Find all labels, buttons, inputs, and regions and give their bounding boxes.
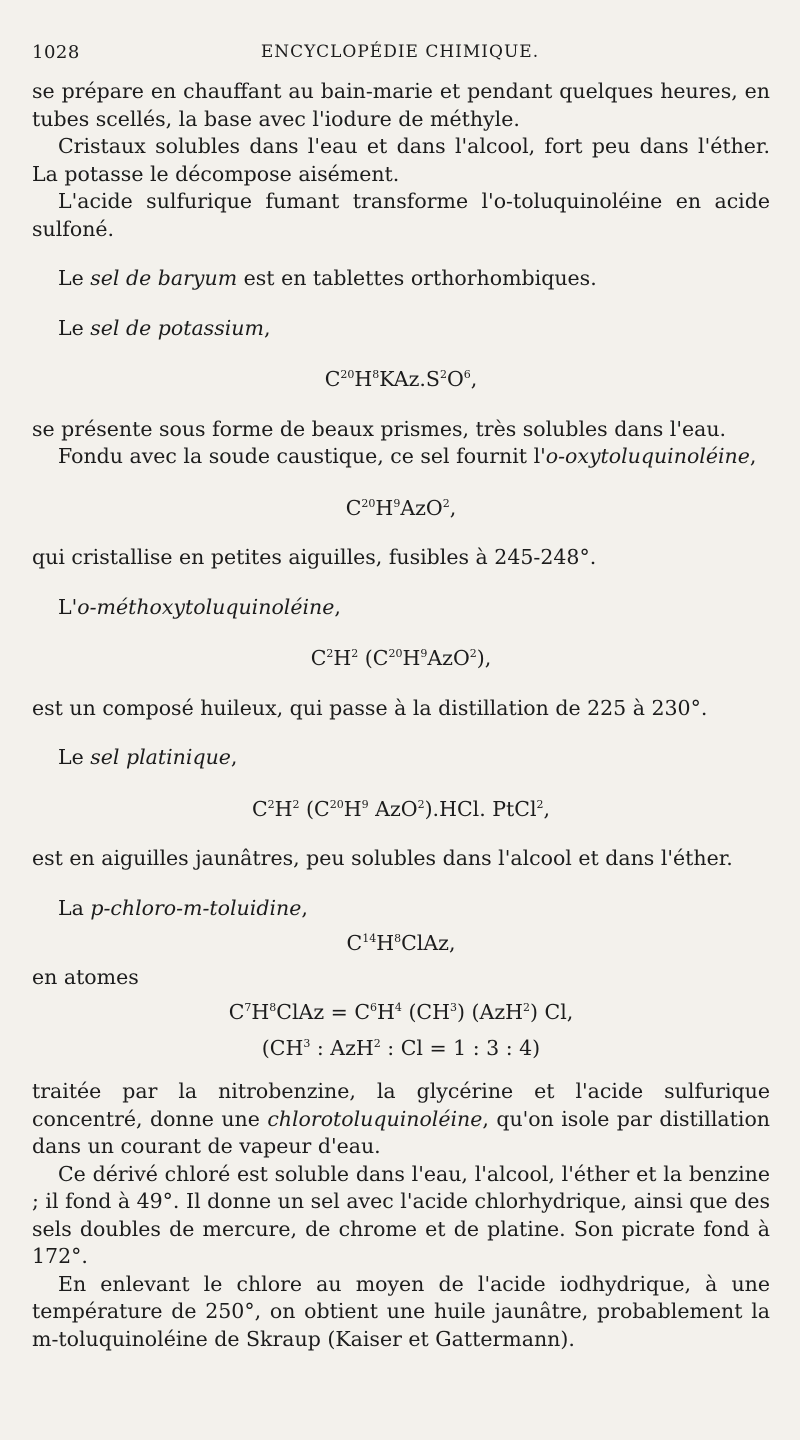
formula: $C^{14}H^8ClAz$, bbox=[346, 931, 456, 955]
formula: $C^{20}H^9AzO^2$, bbox=[345, 495, 457, 520]
emphasis: o-oxytoluquinoléine bbox=[545, 444, 750, 468]
paragraph: Fondu avec la soude caustique, ce sel fournit l'o-oxytoluquinoléine, bbox=[58, 444, 757, 468]
equation-block bbox=[32, 999, 770, 1062]
emphasis: sel platinique bbox=[90, 745, 231, 769]
page-number: 1028 bbox=[32, 42, 80, 63]
page-header bbox=[32, 42, 768, 72]
emphasis: o-méthoxytoluquinoléine bbox=[77, 594, 335, 619]
paragraph: Ce dérivé chloré est soluble dans l'eau, l'alcool, l'éther et la benzine ; il fond à 49°. Il donne un sel avec l'acide chlorhydrique, ainsi que des sels doubles de mercure, de chrome et de platine. Son picrate fond à 172°. bbox=[32, 1161, 770, 1268]
formula: $C^7H^8ClAz = C^6H^4$ $(CH^3)$ (AzH$^2$) Cl, bbox=[228, 1000, 574, 1024]
paragraph: se prépare en chauffant au bain-marie et pendant quelques heures, en tubes scellés, la base avec l'iodure de méthyle. bbox=[32, 79, 770, 131]
paragraph: traitée par la nitrobenzine, la glycérine et l'acide sulfurique concentré, donne une chlorotoluquinoléine, qu'on isole par distillation dans un courant de vapeur d'eau. bbox=[32, 1079, 770, 1158]
emphasis: chlorotoluquinoléine bbox=[267, 1106, 483, 1131]
formula: $C^{20}H^8KAz.S^2O^6$, bbox=[324, 367, 478, 391]
emphasis: sel de baryum bbox=[90, 266, 238, 290]
paragraph: Le sel de potassium, bbox=[58, 315, 271, 340]
paragraph: qui cristallise en petites aiguilles, fusibles à 245-248°. bbox=[32, 545, 597, 569]
paragraph: En enlevant le chlore au moyen de l'acide iodhydrique, à une température de 250°, on obtient une huile jaunâtre, probablement la m-toluquinoléine de Skraup (Kaiser et Gattermann). bbox=[32, 1271, 770, 1351]
paragraph: en atomes bbox=[32, 964, 139, 989]
formula: $C^2H^2$ ($C^{20}H^9$ AzO$^2$).HCl. PtCl$^2$, bbox=[251, 796, 551, 821]
paragraph: Le sel de baryum est en tablettes orthorhombiques. bbox=[58, 266, 597, 290]
paragraph: L'o-méthoxytoluquinoléine, bbox=[58, 594, 341, 619]
emphasis: sel de potassium bbox=[90, 315, 264, 340]
formula: ($CH^3$ : AzH$^2$ : Cl = 1 : 3 : 4) bbox=[261, 1035, 541, 1060]
paragraph: L'acide sulfurique fumant transforme l'o-toluquinoléine en acide sulfoné. bbox=[32, 189, 770, 241]
page-body bbox=[32, 78, 770, 1353]
formula: $C^2H^2$ $(C^{20}H^9AzO^2)$, bbox=[310, 646, 492, 670]
emphasis: p-chloro-m-toluidine bbox=[90, 895, 302, 920]
paragraph: se présente sous forme de beaux prismes, très solubles dans l'eau. bbox=[32, 416, 727, 441]
paragraph: Cristaux solubles dans l'eau et dans l'alcool, fort peu dans l'éther. La potasse le décompose aisément. bbox=[32, 134, 770, 186]
paragraph: Le sel platinique, bbox=[58, 745, 238, 769]
paragraph: est en aiguilles jaunâtres, peu solubles dans l'alcool et dans l'éther. bbox=[32, 846, 733, 870]
running-title: ENCYCLOPÉDIE CHIMIQUE. bbox=[260, 42, 540, 62]
paragraph: La p-chloro-m-toluidine, bbox=[58, 895, 308, 920]
paragraph: est un composé huileux, qui passe à la distillation de 225 à 230°. bbox=[32, 695, 708, 720]
